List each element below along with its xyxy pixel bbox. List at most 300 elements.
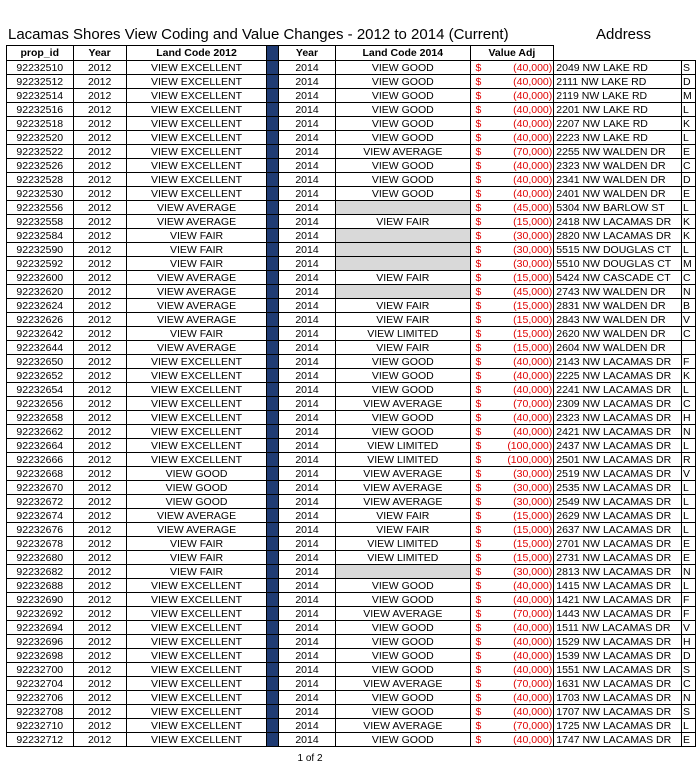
prop-id-cell: 92232592 <box>7 257 74 271</box>
land-code-2014-cell: VIEW GOOD <box>336 691 470 705</box>
land-code-2012-cell: VIEW EXCELLENT <box>126 369 267 383</box>
address-cell: 2225 NW LACAMAS DR <box>554 369 682 383</box>
land-code-2012-cell: VIEW AVERAGE <box>126 201 267 215</box>
year-2012-cell: 2012 <box>73 621 126 635</box>
table-row <box>7 621 696 635</box>
year-2014-cell: 2014 <box>278 187 335 201</box>
truncated-cell: E <box>682 551 696 565</box>
land-code-2012-cell: VIEW FAIR <box>126 229 267 243</box>
land-code-2012-cell: VIEW AVERAGE <box>126 313 267 327</box>
dollar-sign-cell: $ <box>470 509 505 523</box>
dollar-sign-cell: $ <box>470 537 505 551</box>
year-2012-cell: 2012 <box>73 663 126 677</box>
dollar-sign-cell: $ <box>470 131 505 145</box>
year-2014-cell: 2014 <box>278 565 335 579</box>
year-2014-cell: 2014 <box>278 411 335 425</box>
address-cell: 2535 NW LACAMAS DR <box>554 481 682 495</box>
address-cell: 2241 NW LACAMAS DR <box>554 383 682 397</box>
table-row <box>7 327 696 341</box>
land-code-2012-cell: VIEW AVERAGE <box>126 285 267 299</box>
table-row <box>7 145 696 159</box>
land-code-2014-cell <box>336 285 470 299</box>
value-adj-cell: (40,000) <box>505 733 553 747</box>
prop-id-cell: 92232626 <box>7 313 74 327</box>
land-code-2014-cell: VIEW AVERAGE <box>336 607 470 621</box>
address-cell: 1551 NW LACAMAS DR <box>554 663 682 677</box>
column-separator <box>267 565 279 579</box>
column-separator <box>267 691 279 705</box>
year-2014-cell: 2014 <box>278 607 335 621</box>
value-adj-cell: (40,000) <box>505 663 553 677</box>
prop-id-cell: 92232520 <box>7 131 74 145</box>
prop-id-cell: 92232704 <box>7 677 74 691</box>
land-code-2014-cell: VIEW GOOD <box>336 621 470 635</box>
dollar-sign-cell: $ <box>470 705 505 719</box>
dollar-sign-cell: $ <box>470 229 505 243</box>
land-code-2014-cell: VIEW LIMITED <box>336 439 470 453</box>
land-code-2014-cell: VIEW AVERAGE <box>336 145 470 159</box>
dollar-sign-cell: $ <box>470 467 505 481</box>
address-cell: 1707 NW LACAMAS DR <box>554 705 682 719</box>
truncated-cell: K <box>682 229 696 243</box>
address-cell: 2629 NW LACAMAS DR <box>554 509 682 523</box>
table-row <box>7 691 696 705</box>
land-code-2012-cell: VIEW EXCELLENT <box>126 187 267 201</box>
address-cell: 5424 NW CASCADE CT <box>554 271 682 285</box>
year-2014-cell: 2014 <box>278 719 335 733</box>
truncated-cell: C <box>682 397 696 411</box>
column-separator <box>267 621 279 635</box>
value-adj-cell: (30,000) <box>505 257 553 271</box>
column-separator <box>267 271 279 285</box>
value-adj-cell: (40,000) <box>505 103 553 117</box>
year-2014-cell: 2014 <box>278 341 335 355</box>
truncated-cell: F <box>682 355 696 369</box>
land-code-2014-cell: VIEW GOOD <box>336 411 470 425</box>
value-adj-cell: (70,000) <box>505 607 553 621</box>
truncated-cell: V <box>682 467 696 481</box>
land-code-2014-cell: VIEW FAIR <box>336 299 470 313</box>
land-code-2014-cell: VIEW GOOD <box>336 187 470 201</box>
value-adj-cell: (45,000) <box>505 201 553 215</box>
dollar-sign-cell: $ <box>470 187 505 201</box>
year-2014-cell: 2014 <box>278 299 335 313</box>
truncated-cell: L <box>682 719 696 733</box>
land-code-2012-cell: VIEW FAIR <box>126 565 267 579</box>
address-cell: 1725 NW LACAMAS DR <box>554 719 682 733</box>
prop-id-cell: 92232620 <box>7 285 74 299</box>
dollar-sign-cell: $ <box>470 411 505 425</box>
year-2014-cell: 2014 <box>278 733 335 747</box>
year-2012-cell: 2012 <box>73 271 126 285</box>
truncated-cell: M <box>682 257 696 271</box>
value-adj-cell: (40,000) <box>505 621 553 635</box>
value-adj-cell: (15,000) <box>505 299 553 313</box>
address-cell: 2207 NW LAKE RD <box>554 117 682 131</box>
dollar-sign-cell: $ <box>470 523 505 537</box>
value-adj-cell: (70,000) <box>505 145 553 159</box>
year-2014-cell: 2014 <box>278 551 335 565</box>
address-cell: 2119 NW LAKE RD <box>554 89 682 103</box>
truncated-cell: R <box>682 453 696 467</box>
table-row <box>7 523 696 537</box>
year-2012-cell: 2012 <box>73 453 126 467</box>
year-2012-cell: 2012 <box>73 719 126 733</box>
land-code-2014-cell: VIEW FAIR <box>336 509 470 523</box>
address-cell: 2701 NW LACAMAS DR <box>554 537 682 551</box>
prop-id-cell: 92232514 <box>7 89 74 103</box>
column-separator <box>267 159 279 173</box>
land-code-2014-cell: VIEW GOOD <box>336 705 470 719</box>
year-2014-cell: 2014 <box>278 257 335 271</box>
land-code-2014-cell: VIEW AVERAGE <box>336 495 470 509</box>
dollar-sign-cell: $ <box>470 481 505 495</box>
prop-id-cell: 92232518 <box>7 117 74 131</box>
year-2014-cell: 2014 <box>278 131 335 145</box>
table-header-row <box>7 46 696 61</box>
table-row <box>7 89 696 103</box>
year-2014-cell: 2014 <box>278 691 335 705</box>
address-cell: 5515 NW DOUGLAS CT <box>554 243 682 257</box>
dollar-sign-cell: $ <box>470 565 505 579</box>
year-2012-cell: 2012 <box>73 537 126 551</box>
truncated-cell <box>682 341 696 355</box>
dollar-sign-cell: $ <box>470 285 505 299</box>
truncated-cell: L <box>682 243 696 257</box>
truncated-cell: L <box>682 201 696 215</box>
land-code-2012-cell: VIEW EXCELLENT <box>126 635 267 649</box>
truncated-cell: E <box>682 537 696 551</box>
year-2012-cell: 2012 <box>73 607 126 621</box>
address-cell: 2437 NW LACAMAS DR <box>554 439 682 453</box>
land-code-2012-cell: VIEW EXCELLENT <box>126 355 267 369</box>
year-2012-cell: 2012 <box>73 551 126 565</box>
land-code-2014-cell: VIEW FAIR <box>336 523 470 537</box>
land-code-2014-cell: VIEW FAIR <box>336 271 470 285</box>
address-cell: 2843 NW WALDEN DR <box>554 313 682 327</box>
table-row <box>7 201 696 215</box>
table-row <box>7 103 696 117</box>
table-body <box>7 61 696 747</box>
truncated-cell: L <box>682 495 696 509</box>
truncated-cell: C <box>682 271 696 285</box>
table-row <box>7 733 696 747</box>
dollar-sign-cell: $ <box>470 159 505 173</box>
year-2014-cell: 2014 <box>278 523 335 537</box>
column-separator <box>267 649 279 663</box>
table-row <box>7 383 696 397</box>
land-code-2014-cell: VIEW GOOD <box>336 103 470 117</box>
dollar-sign-cell: $ <box>470 425 505 439</box>
prop-id-cell: 92232658 <box>7 411 74 425</box>
table-row <box>7 495 696 509</box>
land-code-2014-cell: VIEW GOOD <box>336 635 470 649</box>
address-cell: 2223 NW LAKE RD <box>554 131 682 145</box>
address-cell: 2323 NW LACAMAS DR <box>554 411 682 425</box>
dollar-sign-cell: $ <box>470 677 505 691</box>
land-code-2012-cell: VIEW EXCELLENT <box>126 411 267 425</box>
header-year-2012: Year <box>73 46 126 61</box>
truncated-cell: E <box>682 733 696 747</box>
land-code-2014-cell: VIEW GOOD <box>336 61 470 75</box>
land-code-2014-cell: VIEW GOOD <box>336 649 470 663</box>
land-code-2014-cell <box>336 229 470 243</box>
address-cell: 2049 NW LAKE RD <box>554 61 682 75</box>
column-separator <box>267 369 279 383</box>
year-2014-cell: 2014 <box>278 453 335 467</box>
truncated-cell: C <box>682 159 696 173</box>
dollar-sign-cell: $ <box>470 579 505 593</box>
land-code-2014-cell: VIEW LIMITED <box>336 537 470 551</box>
address-cell: 2637 NW LACAMAS DR <box>554 523 682 537</box>
column-separator <box>267 117 279 131</box>
dollar-sign-cell: $ <box>470 397 505 411</box>
prop-id-cell: 92232682 <box>7 565 74 579</box>
dollar-sign-cell: $ <box>470 75 505 89</box>
year-2012-cell: 2012 <box>73 439 126 453</box>
address-cell: 2813 NW LACAMAS DR <box>554 565 682 579</box>
land-code-2012-cell: VIEW AVERAGE <box>126 523 267 537</box>
truncated-cell: L <box>682 509 696 523</box>
value-adj-cell: (40,000) <box>505 159 553 173</box>
year-2012-cell: 2012 <box>73 397 126 411</box>
truncated-cell: C <box>682 677 696 691</box>
address-cell: 2743 NW WALDEN DR <box>554 285 682 299</box>
value-adj-cell: (40,000) <box>505 61 553 75</box>
year-2012-cell: 2012 <box>73 467 126 481</box>
table-row <box>7 607 696 621</box>
year-2012-cell: 2012 <box>73 201 126 215</box>
prop-id-cell: 92232698 <box>7 649 74 663</box>
land-code-2014-cell: VIEW GOOD <box>336 89 470 103</box>
land-code-2012-cell: VIEW EXCELLENT <box>126 733 267 747</box>
page-title: Lacamas Shores View Coding and Value Changes - 2012 to 2014 (Current) <box>8 26 509 43</box>
table-row <box>7 719 696 733</box>
dollar-sign-cell: $ <box>470 89 505 103</box>
address-cell: 2309 NW LACAMAS DR <box>554 397 682 411</box>
year-2012-cell: 2012 <box>73 173 126 187</box>
year-2014-cell: 2014 <box>278 649 335 663</box>
table-row <box>7 117 696 131</box>
address-cell: 2620 NW WALDEN DR <box>554 327 682 341</box>
land-code-2012-cell: VIEW EXCELLENT <box>126 397 267 411</box>
value-adj-cell: (40,000) <box>505 383 553 397</box>
prop-id-cell: 92232662 <box>7 425 74 439</box>
value-adj-cell: (15,000) <box>505 215 553 229</box>
address-cell: 1511 NW LACAMAS DR <box>554 621 682 635</box>
value-adj-cell: (70,000) <box>505 719 553 733</box>
year-2014-cell: 2014 <box>278 243 335 257</box>
land-code-2012-cell: VIEW EXCELLENT <box>126 719 267 733</box>
land-code-2012-cell: VIEW EXCELLENT <box>126 593 267 607</box>
dollar-sign-cell: $ <box>470 453 505 467</box>
year-2012-cell: 2012 <box>73 117 126 131</box>
value-adj-cell: (40,000) <box>505 691 553 705</box>
column-separator <box>267 509 279 523</box>
prop-id-cell: 92232642 <box>7 327 74 341</box>
land-code-2012-cell: VIEW EXCELLENT <box>126 621 267 635</box>
column-separator <box>267 593 279 607</box>
land-code-2012-cell: VIEW EXCELLENT <box>126 607 267 621</box>
column-separator <box>267 145 279 159</box>
year-2014-cell: 2014 <box>278 481 335 495</box>
land-code-2012-cell: VIEW EXCELLENT <box>126 677 267 691</box>
address-cell: 1631 NW LACAMAS DR <box>554 677 682 691</box>
address-cell: 1539 NW LACAMAS DR <box>554 649 682 663</box>
truncated-cell: N <box>682 565 696 579</box>
address-cell: 1421 NW LACAMAS DR <box>554 593 682 607</box>
land-code-2012-cell: VIEW EXCELLENT <box>126 173 267 187</box>
value-adj-cell: (40,000) <box>505 117 553 131</box>
address-cell: 1529 NW LACAMAS DR <box>554 635 682 649</box>
year-2014-cell: 2014 <box>278 579 335 593</box>
table-row <box>7 299 696 313</box>
address-cell: 2323 NW WALDEN DR <box>554 159 682 173</box>
truncated-cell: L <box>682 579 696 593</box>
year-2014-cell: 2014 <box>278 313 335 327</box>
prop-id-cell: 92232600 <box>7 271 74 285</box>
land-code-2014-cell: VIEW AVERAGE <box>336 677 470 691</box>
land-code-2012-cell: VIEW EXCELLENT <box>126 663 267 677</box>
prop-id-cell: 92232696 <box>7 635 74 649</box>
table-row <box>7 313 696 327</box>
prop-id-cell: 92232528 <box>7 173 74 187</box>
year-2012-cell: 2012 <box>73 411 126 425</box>
table-row <box>7 635 696 649</box>
year-2012-cell: 2012 <box>73 257 126 271</box>
table-row <box>7 369 696 383</box>
land-code-2014-cell: VIEW AVERAGE <box>336 397 470 411</box>
prop-id-cell: 92232680 <box>7 551 74 565</box>
land-code-2014-cell: VIEW GOOD <box>336 355 470 369</box>
column-separator <box>267 635 279 649</box>
column-separator <box>267 75 279 89</box>
truncated-cell: C <box>682 327 696 341</box>
land-code-2014-cell: VIEW LIMITED <box>336 327 470 341</box>
land-code-2012-cell: VIEW EXCELLENT <box>126 383 267 397</box>
land-code-2012-cell: VIEW GOOD <box>126 495 267 509</box>
land-code-2014-cell: VIEW GOOD <box>336 369 470 383</box>
column-separator <box>267 173 279 187</box>
year-2012-cell: 2012 <box>73 565 126 579</box>
year-2012-cell: 2012 <box>73 75 126 89</box>
year-2012-cell: 2012 <box>73 649 126 663</box>
column-separator <box>267 495 279 509</box>
address-cell: 2820 NW LACAMAS DR <box>554 229 682 243</box>
year-2014-cell: 2014 <box>278 229 335 243</box>
address-cell: 2143 NW LACAMAS DR <box>554 355 682 369</box>
address-cell: 2111 NW LAKE RD <box>554 75 682 89</box>
year-2014-cell: 2014 <box>278 145 335 159</box>
value-adj-cell: (15,000) <box>505 509 553 523</box>
value-adj-cell: (15,000) <box>505 313 553 327</box>
land-code-2014-cell: VIEW AVERAGE <box>336 467 470 481</box>
year-2014-cell: 2014 <box>278 215 335 229</box>
column-separator <box>267 61 279 75</box>
land-code-2012-cell: VIEW GOOD <box>126 481 267 495</box>
land-code-2012-cell: VIEW AVERAGE <box>126 509 267 523</box>
value-adj-cell: (15,000) <box>505 271 553 285</box>
header-land-code-2012: Land Code 2012 <box>126 46 267 61</box>
dollar-sign-cell: $ <box>470 369 505 383</box>
prop-id-cell: 92232654 <box>7 383 74 397</box>
land-code-2012-cell: VIEW EXCELLENT <box>126 439 267 453</box>
table-row <box>7 131 696 145</box>
land-code-2012-cell: VIEW AVERAGE <box>126 299 267 313</box>
column-separator <box>267 705 279 719</box>
value-adj-cell: (100,000) <box>507 453 553 466</box>
truncated-cell: S <box>682 61 696 75</box>
land-code-2012-cell: VIEW GOOD <box>126 467 267 481</box>
dollar-sign-cell: $ <box>470 593 505 607</box>
dollar-sign-cell: $ <box>470 299 505 313</box>
table-row <box>7 509 696 523</box>
address-cell: 1703 NW LACAMAS DR <box>554 691 682 705</box>
year-2014-cell: 2014 <box>278 159 335 173</box>
land-code-2014-cell: VIEW AVERAGE <box>336 481 470 495</box>
value-adj-cell: (40,000) <box>505 369 553 383</box>
land-code-2012-cell: VIEW FAIR <box>126 537 267 551</box>
prop-id-cell: 92232688 <box>7 579 74 593</box>
year-2014-cell: 2014 <box>278 369 335 383</box>
year-2012-cell: 2012 <box>73 481 126 495</box>
prop-id-cell: 92232690 <box>7 593 74 607</box>
dollar-sign-cell: $ <box>470 383 505 397</box>
header-year-2014: Year <box>278 46 335 61</box>
address-cell: 1443 NW LACAMAS DR <box>554 607 682 621</box>
column-separator <box>267 131 279 145</box>
table-row <box>7 187 696 201</box>
land-code-2014-cell: VIEW GOOD <box>336 173 470 187</box>
prop-id-cell: 92232694 <box>7 621 74 635</box>
prop-id-cell: 92232590 <box>7 243 74 257</box>
column-separator <box>267 467 279 481</box>
column-separator <box>267 719 279 733</box>
land-code-2014-cell <box>336 243 470 257</box>
table-row <box>7 341 696 355</box>
table-row <box>7 453 696 467</box>
value-adj-cell: (45,000) <box>505 285 553 299</box>
year-2012-cell: 2012 <box>73 495 126 509</box>
prop-id-cell: 92232656 <box>7 397 74 411</box>
prop-id-cell: 92232710 <box>7 719 74 733</box>
land-code-2012-cell: VIEW EXCELLENT <box>126 117 267 131</box>
truncated-cell: L <box>682 131 696 145</box>
year-2012-cell: 2012 <box>73 299 126 313</box>
dollar-sign-cell: $ <box>470 61 505 75</box>
year-2014-cell: 2014 <box>278 173 335 187</box>
truncated-cell: S <box>682 663 696 677</box>
dollar-sign-cell: $ <box>470 243 505 257</box>
column-separator <box>267 89 279 103</box>
table-row <box>7 649 696 663</box>
value-adj-cell: (40,000) <box>505 593 553 607</box>
dollar-sign-cell: $ <box>470 173 505 187</box>
year-2014-cell: 2014 <box>278 103 335 117</box>
table-row <box>7 159 696 173</box>
view-coding-table <box>6 45 696 747</box>
land-code-2012-cell: VIEW EXCELLENT <box>126 649 267 663</box>
column-separator <box>267 411 279 425</box>
truncated-cell: D <box>682 75 696 89</box>
value-adj-cell: (15,000) <box>505 551 553 565</box>
address-cell: 2549 NW LACAMAS DR <box>554 495 682 509</box>
address-cell: 2341 NW WALDEN DR <box>554 173 682 187</box>
column-separator <box>267 341 279 355</box>
header-prop-id: prop_id <box>7 46 74 61</box>
year-2012-cell: 2012 <box>73 89 126 103</box>
year-2014-cell: 2014 <box>278 677 335 691</box>
